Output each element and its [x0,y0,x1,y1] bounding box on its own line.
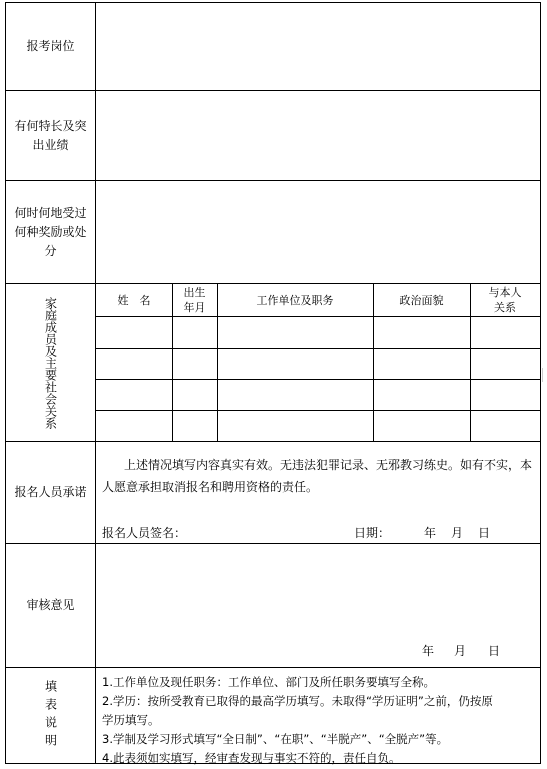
notes-list [102,673,534,768]
col-divider [172,284,173,441]
row-position [6,3,540,91]
year-label: 年 [424,526,437,540]
header-birth: 出生年月 [172,284,217,317]
row-divider [96,379,540,380]
date-label: 日期： [354,526,391,540]
label-review: 审核意见 [6,544,96,667]
notes-content [96,668,540,763]
row-awards [6,181,540,284]
col-divider [217,284,218,441]
registration-form [5,2,541,764]
note-item: 学历填写。 [102,713,160,727]
note-item: 2.学历：按所受教育已取得的最高学历填写。未取得“学历证明”之前，仍按原 [102,694,493,708]
family-table [96,284,540,441]
header-relation: 与本人关系 [470,284,540,317]
label-notes [6,668,96,763]
label-pledge: 报名人员承诺 [6,442,96,543]
label-family-text: 家庭成员及主要社会关系 [43,296,58,429]
label-family [6,284,96,441]
day-label: 日 [478,526,491,540]
field-position[interactable] [96,3,540,90]
header-political: 政治面貌 [373,284,470,317]
row-specialty [6,91,540,181]
scroll-indicator [542,368,546,382]
row-divider [96,410,540,411]
label-position: 报考岗位 [6,3,96,90]
row-family [6,284,540,442]
header-name: 姓 名 [96,284,172,317]
pledge-text: 上述情况填写内容真实有效。无违法犯罪记录、无邪教习练史。如有不实，本人愿意承担取消报名和聘用资格的责任。 [102,458,533,494]
field-specialty[interactable] [96,91,540,180]
row-divider [96,348,540,349]
row-pledge [6,442,540,544]
col-divider [373,284,374,441]
note-item: 1.工作单位及现任职务：工作单位、部门及所任职务要填写全称。 [102,675,435,689]
label-notes-text: 填表说明 [43,679,58,752]
review-day: 日 [488,644,501,658]
signature-label: 报名人员签名： [102,526,187,540]
review-year: 年 [422,644,435,658]
label-specialty: 有何特长及突出业绩 [6,91,96,180]
label-awards: 何时何地受过何种奖励或处分 [6,181,96,283]
row-review [6,544,540,668]
review-month: 月 [454,644,467,658]
note-item: 4.此表须如实填写，经审查发现与事实不符的，责任自负。 [102,751,401,765]
pledge-content [96,442,540,543]
review-content[interactable] [96,544,540,667]
row-notes [6,668,540,763]
month-label: 月 [451,526,464,540]
header-work: 工作单位及职务 [217,284,373,317]
col-divider [470,284,471,441]
note-item: 3.学制及学习形式填写“全日制”、“在职”、“半脱产”、“全脱产”等。 [102,732,449,746]
field-awards[interactable] [96,181,540,283]
